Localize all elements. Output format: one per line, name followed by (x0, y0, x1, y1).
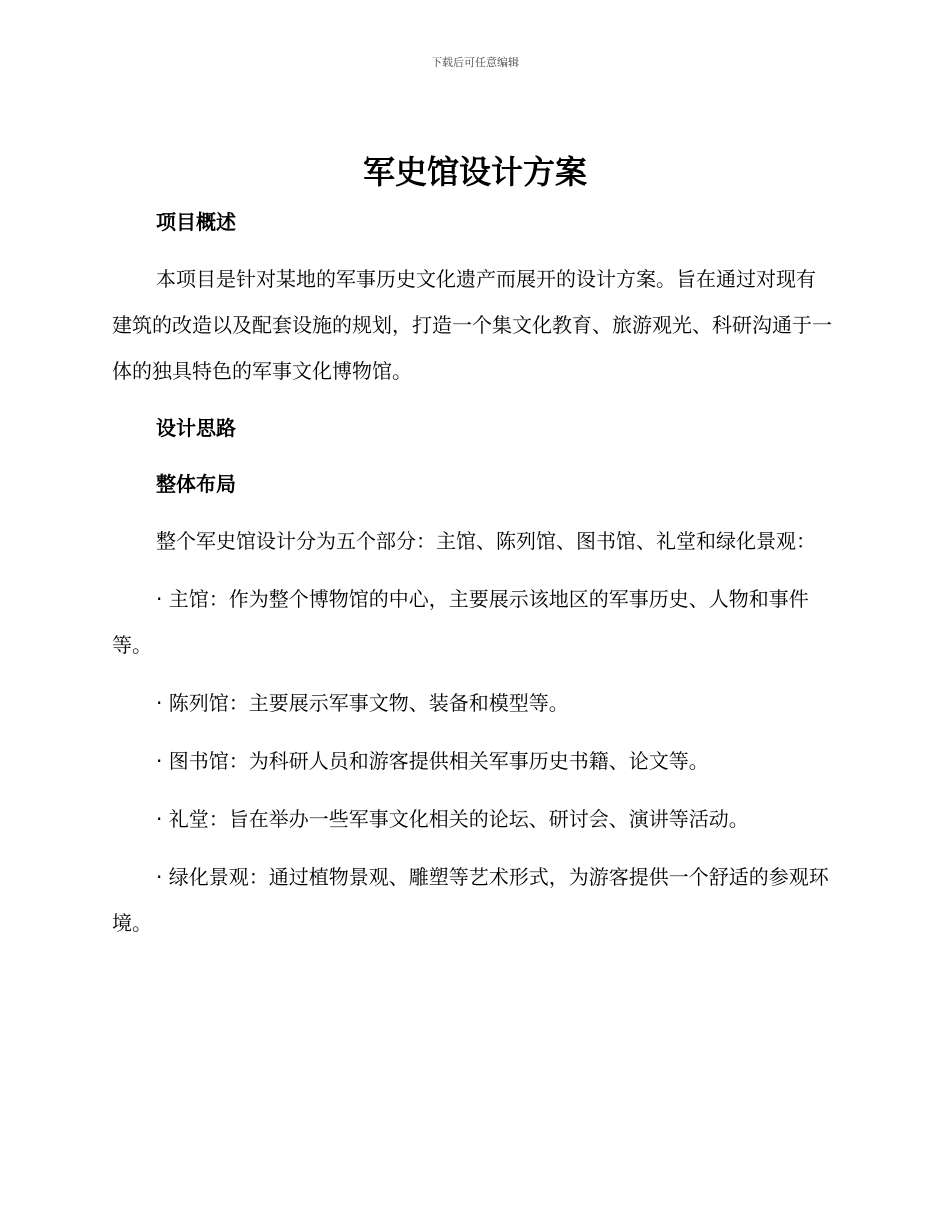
list-item-main-hall: · 主馆：作为整个博物馆的中心，主要展示该地区的军事历史、人物和事件等。 (112, 587, 809, 657)
document-body (112, 200, 834, 946)
list-item-landscape: · 绿化景观：通过植物景观、雕塑等艺术形式，为游客提供一个舒适的参观环境。 (112, 865, 829, 935)
document-title: 军史馆设计方案 (362, 153, 587, 191)
paragraph-overview: 本项目是针对某地的军事历史文化遗产而展开的设计方案。旨在通过对现有建筑的改造以及配套设施的规划，打造一个集文化教育、旅游观光、科研沟通于一体的独具特色的军事文化博物馆。 (112, 267, 832, 383)
list-item-exhibition-hall: · 陈列馆：主要展示军事文物、装备和模型等。 (156, 691, 569, 715)
list-item-auditorium: · 礼堂：旨在举办一些军事文化相关的论坛、研讨会、演讲等活动。 (156, 807, 749, 831)
section-heading-layout: 整体布局 (156, 472, 236, 496)
list-item-library: · 图书馆：为科研人员和游客提供相关军事历史书籍、论文等。 (156, 749, 709, 773)
section-heading-overview: 项目概述 (156, 210, 236, 234)
paragraph-layout-intro: 整个军史馆设计分为五个部分：主馆、陈列馆、图书馆、礼堂和绿化景观： (156, 529, 816, 553)
header-note: 下载后可任意编辑 (431, 56, 519, 69)
section-heading-design-idea: 设计思路 (156, 416, 236, 440)
